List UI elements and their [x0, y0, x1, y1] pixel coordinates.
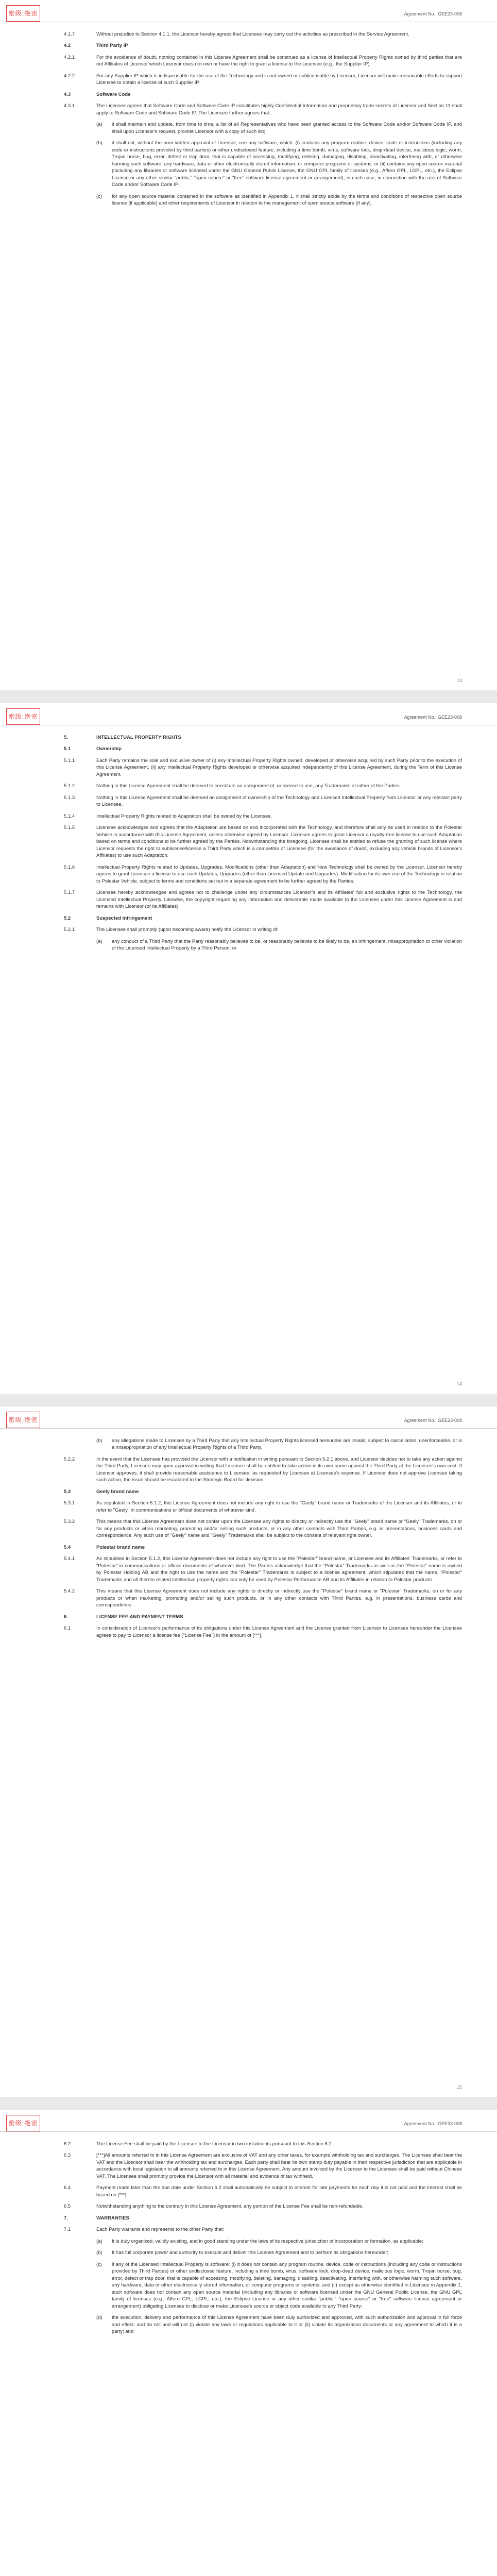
clause-text: As stipulated in Section 5.1.2, this License Agreement does not include any right to use the "Geely" brand name or Trademarks of the Licensor and its Affiliates, or to refer to "Geely" in communications or official documents of whatever kind. [96, 1500, 462, 1513]
sub-clause [96, 193, 462, 207]
clause [64, 103, 462, 116]
agreement-number: Agreement No.: GEE23-008 [404, 1418, 462, 1423]
clause-number: 5.2.2 [64, 1456, 75, 1462]
header-divider [0, 2131, 497, 2132]
clause-number: 6.1 [64, 1625, 71, 1632]
page-body [64, 734, 462, 957]
sub-clause-label: (d) [96, 2315, 102, 2321]
clause [64, 1588, 462, 1608]
sub-clause-label: (b) [96, 2250, 102, 2256]
header-divider [0, 1428, 497, 1429]
clause-text: For the avoidance of doubt, nothing contained in this License Agreement shall be construed as a license of Intellectual Property Rights owned by third parties that are not Affiliates of Licensor which Licensor does not own or have the right to grant a license to the Licensee (e.g., the Supplier IP). [96, 54, 462, 67]
section-heading [64, 1544, 462, 1551]
clause-text: Nothing in this License Agreement shall be deemed to constitute an assignment of, or license to use, any Trademarks of either of the Parties. [96, 783, 401, 789]
clause-number: 5.1.7 [64, 890, 75, 896]
sub-clause-label: (a) [96, 938, 102, 944]
sub-clause-text: It has full corporate power and authority to execute and deliver this License Agreement and to perform its obligations hereunder; [112, 2250, 389, 2256]
clause-number: 5.1.4 [64, 813, 75, 819]
clause-number: 4.3 [64, 91, 71, 97]
sub-clause-text: it shall maintain and update, from time to time, a list of all Representatives who have been granted access to the Software Code and/or Software Code IP, and shall upon Licensor's request, provide Licensor with a copy of such list; [112, 122, 462, 134]
confidential-stamp: 密级:绝密 [6, 708, 40, 725]
section-heading [64, 745, 462, 752]
agreement-number: Agreement No.: GEE23-008 [404, 2121, 462, 2126]
clause-number: 5. [64, 735, 68, 740]
sub-clause-text: any conduct of a Third Party that the Party reasonably believes to be, or reasonably believes to be likely to be, an infringement, misappropriation or other violation of the Licensed Intellectual Property by a Third Person; or [112, 938, 462, 952]
clause [64, 1518, 462, 1539]
clause-number: 4.2 [64, 43, 71, 49]
clause [64, 824, 462, 859]
heading-text: Ownership [96, 746, 122, 752]
clause-number: 4.1.7 [64, 31, 75, 37]
clause-number: 5.3.2 [64, 1519, 75, 1525]
clause [64, 1500, 462, 1514]
clause [64, 794, 462, 808]
clause [64, 783, 462, 789]
confidential-stamp: 密级:绝密 [6, 2115, 40, 2131]
clause-number: 5.1.2 [64, 783, 75, 789]
heading-text: Software Code [96, 91, 131, 97]
clause-number: 5.1.6 [64, 864, 75, 870]
sub-clause-text: the execution, delivery and performance of this License Agreement have been duly authorized and approved, with such authorization and approval in full force and effect, and do not and will not (i) violate any laws or regulations applicable to it or (ii) violate its organization documents or any agreement to which it is a party; and [112, 2315, 462, 2335]
sub-clause-text: for any open source material contained in the software as identified in Appendix 1, it shall strictly abide by the terms and conditions of respective open source license (if applicable) and other requirements of Licensor in relation to the management of open source software (if any). [112, 193, 462, 207]
clause-number: 4.2.2 [64, 73, 75, 79]
page-body [64, 1437, 462, 1643]
clause [64, 2152, 462, 2180]
heading-text: Polestar brand name [96, 1544, 145, 1550]
clause-text: Licensee acknowledges and agrees that the Adaptation are based on and incorporated with the Technology, and therefore shall only be used in relation to the Polestar Vehicle in accordance with this License Agreement, unless otherwise agreed by Licensor. Licensee agrees to grant Licensor a royalty-free license to use such Adaptation based on terms and conditions to be further agreed by the Parties. Notwithstanding the foregoing, Licensee shall be entitled to refuse the granting of such license where Licensor requests the right to sublicense/license a Third Party which is a competitor of Licensee (for the avoidance of doubt, excluding any vehicle brands of Licensor's Affiliates) to use such Adaptation. [96, 825, 462, 859]
sub-clause [96, 938, 462, 952]
sub-clause-label: (c) [96, 2261, 102, 2267]
clause-number: 6.3 [64, 2153, 71, 2159]
clause-text: Each Party remains the sole and exclusive owner of (i) any Intellectual Property Rights owned, developed or otherwise acquired by such Party prior to the execution of this License Agreement, (ii) any Intellectual Property Rights developed or otherwise acquired independently of this License Agreement, during the Term of this License Agreement. [96, 757, 462, 777]
heading-text: Suspected infringement [96, 915, 152, 921]
sub-clause [96, 2238, 462, 2245]
clause-text: In the event that the Licensee has provided the Licensor with a notification in writing pursuant to Section 5.2.1 above, and Licensor decides not to take any action against the Third Party, Licensee may upon approval in writing that Licensee shall be entitled to take action in its own name against the Third Party at the Licensee's own cost. If Licensor approves, it shall provide reasonable assistance to Licensee, as requested by Licensee at Licensee's expense. If Licensor does not approve Licensee taking such action, the issue should be escalated to the Strategic Board for decision. [96, 1456, 462, 1483]
clause-text: Nothing in this License Agreement shall be deemed an assignment of ownership of the Technology and Licensed Intellectual Property from Licensor or any relevant party to Licensee. [96, 794, 462, 808]
section-heading [64, 1614, 462, 1620]
clause [64, 2184, 462, 2198]
clause-text: This means that this License Agreement does not confer upon the Licensee any rights to directly or indirectly use the "Geely" brand name or "Geely" Trademarks, on or for any products or when marketing, promoting and/or selling such products, or in any other contacts with Third Parties, e.g. in presentations, business cards and correspondence. Any such use of "Geely" name and "Geely" Trademarks shall be subject to the consent of relevant right owner. [96, 1519, 462, 1539]
clause-text: Payment made later than the due date under Section 6.2 shall automatically be subject to interest for late payments for each day it is not paid and the interest shall be based on [***] [96, 2185, 462, 2198]
clause-number: 5.2.1 [64, 927, 75, 933]
clause-number: 5.1.1 [64, 757, 75, 764]
clause [64, 2226, 462, 2233]
page-body [64, 2141, 462, 2340]
clause-number: 5.3 [64, 1488, 71, 1495]
heading-text: WARRANTIES [96, 2215, 129, 2221]
clause-text: As stipulated in Section 5.1.2, this License Agreement does not include any right to use the "Polestar" brand name, or Licensee and its Affiliates' Trademarks, or refer to "Polestar" in communications or official documents of whatever kind. The Parties acknowledge that the "Polestar" Trademarks as well as the "Polestar" name is owned by Polestar Holding AB and the right to use the name and the "Polestar" Trademarks is subject to a license agreement, which stipulates that the name, "Polestar" Trademarks and all thereto related intellectual property rights can only be used by Polestar Performance AB and its Affiliates in relation to Polestar products. [96, 1556, 462, 1583]
section-heading [64, 2215, 462, 2222]
clause [64, 813, 462, 820]
heading-text: INTELLECTUAL PROPERTY RIGHTS [96, 735, 181, 740]
clause [64, 54, 462, 68]
page-number: 14 [456, 1381, 462, 1386]
clause-number: 5.1.5 [64, 825, 75, 831]
heading-text: Third Party IP [96, 43, 128, 49]
sub-clause [96, 2249, 462, 2256]
confidential-stamp: 密级:绝密 [6, 1412, 40, 1428]
sub-clause-label: (b) [96, 140, 102, 146]
page [0, 2110, 497, 2576]
clause [64, 757, 462, 778]
clause-number: 6.2 [64, 2141, 71, 2147]
clause-number: 6.4 [64, 2185, 71, 2191]
sub-clause-label: (a) [96, 2238, 102, 2244]
clause-number: 4.3.1 [64, 103, 75, 109]
clause-text: In consideration of Licensor's performance of its obligations under this License Agreement and the License granted from Licensor to Licensee hereunder the Licensee agrees to pay to Licensor a license fee ("License Fee") in the amount of [***]. [96, 1625, 462, 1638]
sub-clause-text: any allegations made to Licensee by a Third Party that any Intellectual Property Rights licensed hereunder are invalid, subject to cancellation, unenforceable, or is a misappropriation of any Intellectual Property Rights of a Third Party. [112, 1438, 462, 1451]
clause-number: 6. [64, 1614, 68, 1620]
heading-text: LICENSE FEE AND PAYMENT TERMS [96, 1614, 183, 1620]
clause [64, 73, 462, 87]
page [0, 703, 497, 1394]
clause-number: 7.1 [64, 2227, 71, 2233]
sub-clause-text: it shall not, without the prior written approval of Licensor, use any software, which: (i) contains any program routine, device, code or instructions (including any code or instructions provided by third parties) or other undisclosed feature, including a time bomb, virus, software lock, drop-dead device, malicious logic, worm, Trojan horse, bug, error, defect or trap door, that is capable of accessing, modifying, deleting, damaging, disabling, deactivating, interfering with, or otherwise harming such software, any hardware, data or other electronically stored information, or computer programs or systems; or (ii) contains any open source material (including any libraries or software licensed under the GNU General Public License, the GNU GPL family of licenses (e.g., Affero GPL, LGPL, etc.), the Eclipse License or any other similar "public," "open source" or "free" software license agreement or arrangement), in each case, in connection with the use of Software Code and/or Software Code IP; [112, 140, 462, 188]
clause-text: Each Party warrants and represents to the other Party that: [96, 2227, 225, 2233]
clause-text: This means that this License Agreement does not include any rights to directly or indirectly use the "Polestar" brand name or "Polestar" Trademarks, on or for any products or when marketing, promoting and/or selling such products, or in any other contacts with Third Parties, e.g. in presentations, business cards and correspondence. [96, 1588, 462, 1608]
sub-clause-text: if any of the Licensed Intellectual Property is software: (i) it does not contain any program routine, device, code or instructions (including any code or instructions provided by Third Parties) or other undisclosed feature, including a time bomb, virus, software lock, drop-dead device, malicious logic, worm, Trojan horse, bug, error, defect or trap door, that is capable of accessing, modifying, deleting, damaging, disabling, deactivating, interfering with, or otherwise harming such software, any hardware, data or other electronically stored information, or computer programs or systems; and (ii) except as otherwise identified in Licensee in Appendix 1, such software does not contain any open source material (including any libraries or software licensed under the GNU General Public License, the GNU GPL family of licenses (e.g., Affero GPL, LGPL, etc.), the Eclipse License or any other similar "public," "open source" or "free" software license agreement or arrangement) obligating Licensee to disclose or make Licensee's source or object code available to any Third Party; [112, 2261, 462, 2309]
page-number: 13 [456, 678, 462, 683]
clause-number: 5.4.2 [64, 1588, 75, 1595]
sub-clause [96, 2314, 462, 2335]
clause-number: 7. [64, 2215, 68, 2221]
heading-text: Geely brand name [96, 1488, 139, 1495]
page [0, 1406, 497, 2097]
clause [64, 889, 462, 910]
clause-text: Intellectual Property Rights related to Adaptation shall be owned by the Licensee. [96, 813, 272, 819]
sub-clause [96, 2261, 462, 2310]
clause-number: 6.5 [64, 2204, 71, 2210]
clause-number: 5.2 [64, 915, 71, 921]
section-heading [64, 915, 462, 922]
page-body [64, 31, 462, 212]
clause [64, 2203, 462, 2210]
clause-text: The Licensee agrees that Software Code and Software Code IP constitutes highly Confidential Information and proprietary trade secrets of Licensor and Section 11 shall apply to Software Code and Software Code IP. The Licensee further agrees that: [96, 103, 462, 116]
clause-text: The Licensee shall promptly (upon becoming aware) notify the Licensor in writing of: [96, 927, 279, 933]
section-heading [64, 42, 462, 49]
clause [64, 31, 462, 38]
page [0, 0, 497, 690]
clause-number: 5.1 [64, 746, 71, 752]
clause-text: [***]All amounts referred to in this License Agreement are exclusive of VAT and any other taxes, for example withholding tax and surcharges. The Licensee shall bear the VAT and the Licensor shall bear the withholding tax and surcharges. Each party shall bear its own stamp duty payable in their respective jurisdiction that are applicable in accordance with local legislation to all amounts referred to in this License Agreement. Any amount invoiced by the Licensor to the Licensee shall be paid without Chinese VAT. The Licensee shall promptly provide the Licensor with all material and evidence of tax withheld. [96, 2153, 462, 2179]
section-heading [64, 734, 462, 741]
sub-clause [96, 121, 462, 135]
agreement-number: Agreement No.: GEE23-008 [404, 11, 462, 16]
clause-text: Licensee hereby acknowledges and agrees not to challenge under any circumstances Licensor's and its Affiliates' full and exclusive rights to the Technology, the Licensed Intellectual Property. Likewise, the copyright regarding any information and deliverable made available to the Licensee under this License Agreement is and remains with Licensor (or its Affiliates). [96, 890, 462, 910]
sub-clause-text: It is duly organized, validly existing, and in good standing under the laws of its respective jurisdiction of incorporation or formation, as applicable; [112, 2238, 423, 2244]
clause-text: Notwithstanding anything to the contrary in this License Agreement, any portion of the License Fee shall be non-refundable. [96, 2204, 364, 2210]
clause-number: 5.4.1 [64, 1556, 75, 1562]
section-heading [64, 91, 462, 98]
confidential-stamp: 密级:绝密 [6, 5, 40, 22]
clause-number: 5.4 [64, 1544, 71, 1550]
clause [64, 926, 462, 933]
clause [64, 1456, 462, 1484]
clause [64, 2141, 462, 2147]
page-number: 15 [456, 2084, 462, 2090]
clause-number: 5.3.1 [64, 1500, 75, 1506]
sub-clause-label: (c) [96, 193, 102, 199]
clause [64, 1555, 462, 1583]
clause-text: The License Fee shall be paid by the Licensee to the Licensor in two instalments pursuant to this Section 6.2. [96, 2141, 333, 2147]
sub-clause-label: (b) [96, 1438, 102, 1444]
sub-clause [96, 1437, 462, 1451]
section-heading [64, 1488, 462, 1495]
clause [64, 1625, 462, 1639]
clause-number: 5.1.3 [64, 794, 75, 801]
clause-text: Without prejudice to Section 4.1.1, the Licensor hereby agrees that Licensee may carry out the activities as prescribed in the Service Agreement. [96, 31, 409, 37]
clause-text: For any Supplier IP which is indispensable for the use of the Technology and is not owned or sublicensable by Licensor, Licensor will make reasonable efforts to support Licensee to obtain a license of such Supplier IP. [96, 73, 462, 86]
sub-clause [96, 140, 462, 188]
agreement-number: Agreement No.: GEE23-008 [404, 715, 462, 720]
clause-text: Intellectual Property Rights related to Updates, Upgrades, Modifications (other than Adaptation) and New Technology shall be owned by the Licensor. Licensor hereby agrees to grant Licensee a license to use such Updates, Upgrades (other than Licensed Update and Upgrades). Modification for its own use of the Technology in relation to Polestar Vehicle, subject to terms and conditions set out in a separate agreement to be further agreed by the Parties. [96, 864, 462, 884]
sub-clause-label: (a) [96, 122, 102, 128]
clause-number: 4.2.1 [64, 54, 75, 60]
clause [64, 864, 462, 885]
